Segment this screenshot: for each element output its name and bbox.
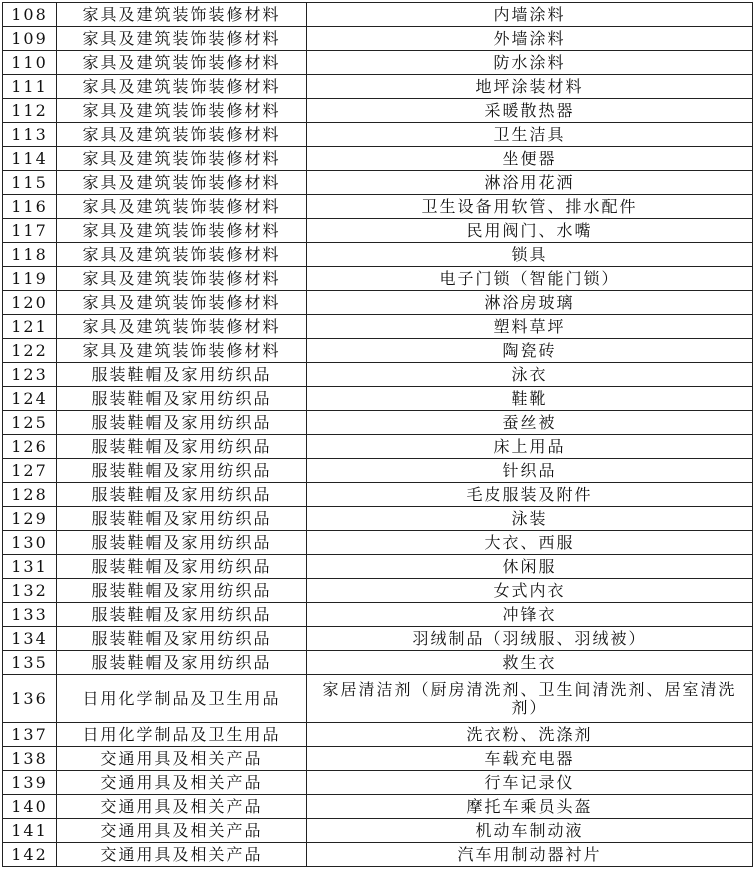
product-cell: 外墙涂料 <box>307 27 753 51</box>
product-cell: 女式内衣 <box>307 579 753 603</box>
table-row <box>3 459 753 483</box>
row-number-cell: 122 <box>3 339 57 363</box>
row-number-cell: 117 <box>3 219 57 243</box>
category-cell: 服装鞋帽及家用纺织品 <box>57 435 307 459</box>
category-cell: 家具及建筑装饰装修材料 <box>57 243 307 267</box>
product-cell: 大衣、西服 <box>307 531 753 555</box>
category-cell: 家具及建筑装饰装修材料 <box>57 339 307 363</box>
category-cell: 服装鞋帽及家用纺织品 <box>57 603 307 627</box>
product-cell: 地坪涂装材料 <box>307 75 753 99</box>
product-cell: 毛皮服装及附件 <box>307 483 753 507</box>
product-cell: 卫生洁具 <box>307 123 753 147</box>
product-cell: 休闲服 <box>307 555 753 579</box>
category-cell: 家具及建筑装饰装修材料 <box>57 3 307 27</box>
category-cell: 服装鞋帽及家用纺织品 <box>57 387 307 411</box>
category-cell: 家具及建筑装饰装修材料 <box>57 195 307 219</box>
table-row <box>3 315 753 339</box>
row-number-cell: 115 <box>3 171 57 195</box>
table-row <box>3 123 753 147</box>
table-row <box>3 195 753 219</box>
category-cell: 家具及建筑装饰装修材料 <box>57 51 307 75</box>
row-number-cell: 136 <box>3 675 57 723</box>
product-cell: 陶瓷砖 <box>307 339 753 363</box>
table-row <box>3 243 753 267</box>
row-number-cell: 110 <box>3 51 57 75</box>
product-cell: 洗衣粉、洗涤剂 <box>307 723 753 747</box>
row-number-cell: 109 <box>3 27 57 51</box>
row-number-cell: 137 <box>3 723 57 747</box>
category-cell: 家具及建筑装饰装修材料 <box>57 267 307 291</box>
row-number-cell: 111 <box>3 75 57 99</box>
table-row <box>3 435 753 459</box>
row-number-cell: 120 <box>3 291 57 315</box>
table-row <box>3 627 753 651</box>
category-cell: 家具及建筑装饰装修材料 <box>57 171 307 195</box>
product-cell: 锁具 <box>307 243 753 267</box>
product-cell: 卫生设备用软管、排水配件 <box>307 195 753 219</box>
row-number-cell: 127 <box>3 459 57 483</box>
product-cell: 羽绒制品（羽绒服、羽绒被） <box>307 627 753 651</box>
category-cell: 家具及建筑装饰装修材料 <box>57 123 307 147</box>
row-number-cell: 112 <box>3 99 57 123</box>
row-number-cell: 142 <box>3 843 57 867</box>
category-cell: 交通用具及相关产品 <box>57 843 307 867</box>
table-row <box>3 771 753 795</box>
product-cell: 泳衣 <box>307 363 753 387</box>
category-cell: 服装鞋帽及家用纺织品 <box>57 627 307 651</box>
table-row <box>3 147 753 171</box>
product-cell: 采暖散热器 <box>307 99 753 123</box>
table-row <box>3 75 753 99</box>
table-row <box>3 603 753 627</box>
row-number-cell: 139 <box>3 771 57 795</box>
category-cell: 日用化学制品及卫生用品 <box>57 723 307 747</box>
category-cell: 家具及建筑装饰装修材料 <box>57 291 307 315</box>
product-cell: 内墙涂料 <box>307 3 753 27</box>
table-row <box>3 507 753 531</box>
table-row <box>3 675 753 723</box>
table-row <box>3 291 753 315</box>
category-cell: 服装鞋帽及家用纺织品 <box>57 483 307 507</box>
table-row <box>3 3 753 27</box>
category-cell: 服装鞋帽及家用纺织品 <box>57 507 307 531</box>
category-cell: 家具及建筑装饰装修材料 <box>57 75 307 99</box>
product-cell: 机动车制动液 <box>307 819 753 843</box>
product-cell: 针织品 <box>307 459 753 483</box>
table-row <box>3 411 753 435</box>
product-cell: 摩托车乘员头盔 <box>307 795 753 819</box>
table-row <box>3 555 753 579</box>
row-number-cell: 135 <box>3 651 57 675</box>
table-row <box>3 747 753 771</box>
table-row <box>3 531 753 555</box>
table-row <box>3 267 753 291</box>
product-cell: 家居清洁剂（厨房清洗剂、卫生间清洗剂、居室清洗剂） <box>307 675 753 723</box>
row-number-cell: 123 <box>3 363 57 387</box>
row-number-cell: 140 <box>3 795 57 819</box>
row-number-cell: 126 <box>3 435 57 459</box>
category-cell: 家具及建筑装饰装修材料 <box>57 147 307 171</box>
row-number-cell: 124 <box>3 387 57 411</box>
product-cell: 淋浴用花洒 <box>307 171 753 195</box>
category-cell: 服装鞋帽及家用纺织品 <box>57 579 307 603</box>
table-row <box>3 795 753 819</box>
table-row <box>3 51 753 75</box>
product-cell: 救生衣 <box>307 651 753 675</box>
row-number-cell: 128 <box>3 483 57 507</box>
table-body <box>3 3 753 867</box>
product-cell: 冲锋衣 <box>307 603 753 627</box>
category-cell: 服装鞋帽及家用纺织品 <box>57 531 307 555</box>
category-cell: 交通用具及相关产品 <box>57 795 307 819</box>
row-number-cell: 131 <box>3 555 57 579</box>
product-cell: 泳装 <box>307 507 753 531</box>
product-cell: 行车记录仪 <box>307 771 753 795</box>
product-cell: 淋浴房玻璃 <box>307 291 753 315</box>
category-cell: 交通用具及相关产品 <box>57 771 307 795</box>
table-row <box>3 819 753 843</box>
table-row <box>3 219 753 243</box>
row-number-cell: 134 <box>3 627 57 651</box>
product-cell: 防水涂料 <box>307 51 753 75</box>
product-cell: 床上用品 <box>307 435 753 459</box>
row-number-cell: 108 <box>3 3 57 27</box>
table-row <box>3 843 753 867</box>
row-number-cell: 141 <box>3 819 57 843</box>
row-number-cell: 113 <box>3 123 57 147</box>
row-number-cell: 129 <box>3 507 57 531</box>
category-cell: 服装鞋帽及家用纺织品 <box>57 363 307 387</box>
category-cell: 家具及建筑装饰装修材料 <box>57 27 307 51</box>
category-cell: 家具及建筑装饰装修材料 <box>57 315 307 339</box>
row-number-cell: 130 <box>3 531 57 555</box>
category-cell: 服装鞋帽及家用纺织品 <box>57 411 307 435</box>
row-number-cell: 116 <box>3 195 57 219</box>
product-cell: 坐便器 <box>307 147 753 171</box>
category-cell: 交通用具及相关产品 <box>57 747 307 771</box>
row-number-cell: 121 <box>3 315 57 339</box>
product-cell: 鞋靴 <box>307 387 753 411</box>
table-row <box>3 99 753 123</box>
table-row <box>3 483 753 507</box>
table-row <box>3 651 753 675</box>
table-row <box>3 339 753 363</box>
table-row <box>3 579 753 603</box>
row-number-cell: 125 <box>3 411 57 435</box>
row-number-cell: 132 <box>3 579 57 603</box>
category-cell: 服装鞋帽及家用纺织品 <box>57 459 307 483</box>
category-cell: 日用化学制品及卫生用品 <box>57 675 307 723</box>
row-number-cell: 119 <box>3 267 57 291</box>
product-cell: 民用阀门、水嘴 <box>307 219 753 243</box>
table-row <box>3 723 753 747</box>
row-number-cell: 118 <box>3 243 57 267</box>
table-row <box>3 171 753 195</box>
table-row <box>3 363 753 387</box>
row-number-cell: 114 <box>3 147 57 171</box>
category-cell: 交通用具及相关产品 <box>57 819 307 843</box>
row-number-cell: 138 <box>3 747 57 771</box>
product-catalog-table <box>2 2 753 867</box>
category-cell: 家具及建筑装饰装修材料 <box>57 99 307 123</box>
table-row <box>3 27 753 51</box>
product-cell: 车载充电器 <box>307 747 753 771</box>
category-cell: 服装鞋帽及家用纺织品 <box>57 651 307 675</box>
table-row <box>3 387 753 411</box>
product-cell: 汽车用制动器衬片 <box>307 843 753 867</box>
category-cell: 家具及建筑装饰装修材料 <box>57 219 307 243</box>
product-cell: 电子门锁（智能门锁） <box>307 267 753 291</box>
row-number-cell: 133 <box>3 603 57 627</box>
category-cell: 服装鞋帽及家用纺织品 <box>57 555 307 579</box>
product-cell: 蚕丝被 <box>307 411 753 435</box>
product-cell: 塑料草坪 <box>307 315 753 339</box>
